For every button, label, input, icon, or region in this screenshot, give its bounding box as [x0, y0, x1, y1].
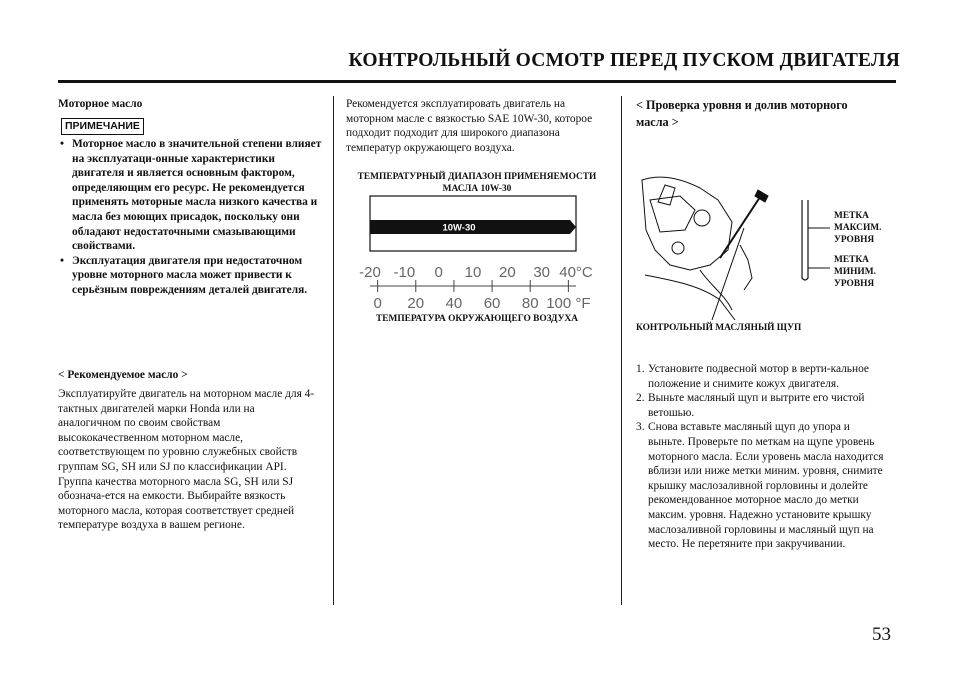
engine-part — [658, 185, 675, 205]
page-title: КОНТРОЛЬНЫЙ ОСМОТР ПЕРЕД ПУСКОМ ДВИГАТЕЛЯ — [348, 50, 900, 71]
engine-oil-heading: Моторное масло — [58, 98, 143, 110]
celsius-tick-label: 30 — [533, 264, 551, 281]
engine-part — [672, 242, 684, 254]
note-bullets — [58, 137, 328, 298]
dipstick-leader — [712, 228, 744, 320]
fahrenheit-tick-label: 60 — [483, 295, 501, 312]
housing-line — [645, 275, 735, 320]
recommended-oil-paragraph: Эксплуатируйте двигатель на моторном масле для 4-тактных двигателей марки Honda или на аналогичном по своим свойствам высококачественном моторном масле, соответствующем по уровню служебных свойств группам SG, SH или SJ по классификации API. Группа качества моторного масла SG, SH или SJ обознача-ется на емкости. Выбирайте вязкость моторного масла, которая соответствует средней температуре воздуха в вашем регионе. — [58, 388, 315, 532]
bar-label: 10W-30 — [442, 222, 476, 234]
fahrenheit-tick-label: 0 — [373, 295, 382, 312]
step-number: 1. — [636, 363, 645, 375]
engine-part — [694, 210, 710, 226]
fahrenheit-tick-label: 40 — [445, 295, 463, 312]
column-divider-2 — [621, 96, 622, 605]
title-rule — [58, 80, 896, 83]
dipstick-detail — [802, 200, 808, 280]
engine-part — [650, 196, 695, 232]
procedure-steps — [636, 362, 888, 552]
fahrenheit-tick-label: 100 °F — [546, 295, 591, 312]
dipstick-illustration — [640, 170, 830, 320]
min-level-label: МЕТКА МИНИМ. УРОВНЯ — [834, 255, 876, 289]
step-1 — [636, 362, 888, 391]
chart-title: ТЕМПЕРАТУРНЫЙ ДИАПАЗОН ПРИМЕНЯЕМОСТИ МАСЛА 10W-30 — [357, 172, 597, 194]
engine-outline — [642, 177, 732, 270]
column-divider-1 — [333, 96, 334, 605]
celsius-tick-label: 10 — [464, 264, 482, 281]
celsius-tick-label: 20 — [498, 264, 516, 281]
celsius-tick-label: -10 — [393, 264, 416, 281]
viscosity-paragraph: Рекомендуется эксплуатировать двигатель на моторном масле с вязкостью SAE 10W-30, которое подходит подходит для широкого диапазона температур окружающего воздуха. — [346, 98, 593, 154]
recommended-oil-subheading: < Рекомендуемое масло > — [58, 369, 188, 381]
fahrenheit-tick-label: 80 — [521, 295, 539, 312]
dipstick-label: КОНТРОЛЬНЫЙ МАСЛЯНЫЙ ЩУП — [636, 323, 802, 333]
step-text: Снова вставьте масляный щуп до упора и выньте. Проверьте по меткам на щупе уровень моторного масла. Если уровень масла находится вблизи или ниже метки миним. уровня, снимите крышку маслозаливной горловины и долейте рекомендованное моторное масло до метки максим. уровня. Надежно установите крышку маслозаливной горловины и масляный щуп на место. Не перетяните при закручивании. — [648, 421, 884, 551]
max-level-label: МЕТКА МАКСИМ. УРОВНЯ — [834, 211, 882, 245]
dipstick-rod — [720, 194, 762, 258]
step-2 — [636, 391, 888, 420]
fahrenheit-tick-label: 20 — [407, 295, 425, 312]
celsius-tick-label: 0 — [434, 264, 443, 281]
celsius-tick-label: -20 — [359, 264, 381, 281]
note-bullet-1: • Моторное масло в значительной степени влияет на эксплуатаци-онные характеристики двигателя и является основным фактором, определяющим его ресурс. Не рекомендуется применять моторные масла низкого качества и масла без моющих присадок, поскольку они обладают недостаточными смазывающими свойствами. — [58, 137, 328, 254]
housing-line — [740, 245, 752, 290]
step-3 — [636, 420, 888, 551]
chart-caption-top — [346, 171, 608, 195]
step-number: 3. — [636, 421, 645, 434]
chart-caption-bottom: ТЕМПЕРАТУРА ОКРУЖАЮЩЕГО ВОЗДУХА — [375, 314, 579, 324]
page-number: 53 — [872, 624, 891, 645]
step-text: Выньте масляный щуп и вытрите его чистой ветошью. — [648, 392, 865, 419]
temperature-range-chart — [350, 194, 608, 314]
step-number: 2. — [636, 392, 645, 405]
note-bullet-2: • Эксплуатация двигателя при недостаточном уровне моторного масла может привести к серьёзным повреждениям деталей двигателя. — [58, 254, 328, 298]
oil-check-heading: < Проверка уровня и долив моторного масла > — [636, 98, 848, 129]
step-text: Установите подвесной мотор в верти-кальное положение и снимите кожух двигателя. — [648, 363, 869, 390]
celsius-tick-label: 40°C — [559, 264, 593, 281]
note-badge: ПРИМЕЧАНИЕ — [61, 118, 144, 135]
